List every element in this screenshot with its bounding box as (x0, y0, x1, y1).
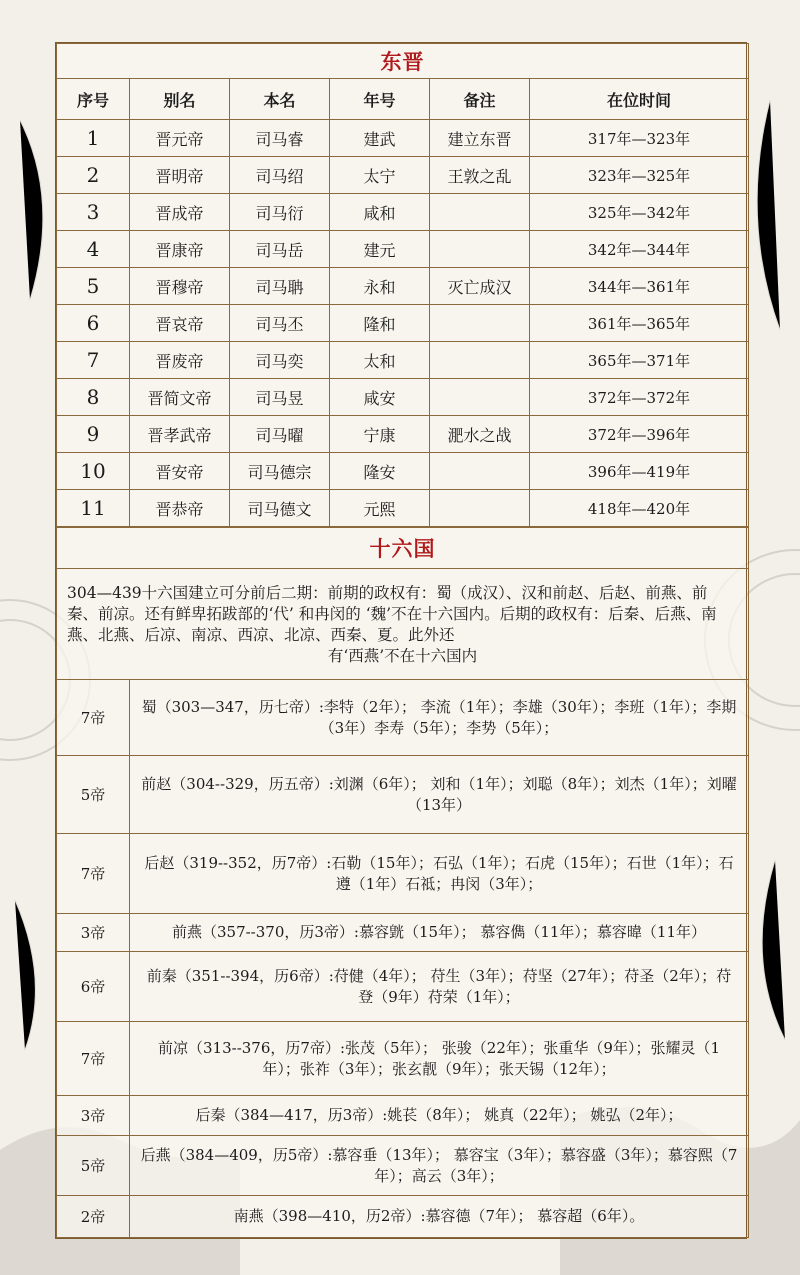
cell-reign: 344年—361年 (530, 268, 749, 305)
cell-notes (430, 379, 530, 416)
cell-index: 5 (57, 268, 130, 305)
cell-alias: 晋哀帝 (130, 305, 230, 342)
intro-paragraph: 304—439十六国建立可分前后二期：前期的政权有：蜀（成汉）、汉和前赵、后赵、前燕、前秦、前凉。还有鲜卑拓跋部的‘代’ 和冉闵的 ‘魏’不在十六国内。后期的政权有：后秦、后燕、南燕、北燕、后凉、南凉、西凉、北凉、西秦、夏。此外还 (67, 584, 717, 644)
cell-name: 司马德文 (230, 490, 330, 527)
cell-index: 2 (57, 157, 130, 194)
cell-index: 4 (57, 231, 130, 268)
cell-notes: 淝水之战 (430, 416, 530, 453)
cell-index: 3 (57, 194, 130, 231)
cell-reign: 325年—342年 (530, 194, 749, 231)
table-row (57, 120, 749, 157)
cell-reign: 418年—420年 (530, 490, 749, 527)
kingdom-row (57, 952, 749, 1022)
cell-name: 司马德宗 (230, 453, 330, 490)
cell-alias: 晋穆帝 (130, 268, 230, 305)
cell-index: 10 (57, 453, 130, 490)
cell-alias: 晋恭帝 (130, 490, 230, 527)
dynasty-sheet (55, 42, 747, 1239)
emperor-count: 2帝 (57, 1196, 130, 1238)
kingdom-row (57, 1022, 749, 1096)
cell-alias: 晋孝武帝 (130, 416, 230, 453)
kingdom-rulers: 后燕（384—409，历5帝）:慕容垂（13年）； 慕容宝（3年）；慕容盛（3年）；慕容熙（7年）；高云（3年）； (130, 1136, 749, 1196)
cell-reign: 317年—323年 (530, 120, 749, 157)
cell-reign: 323年—325年 (530, 157, 749, 194)
cell-era: 太宁 (330, 157, 430, 194)
cell-era: 永和 (330, 268, 430, 305)
sixteen-kingdoms-intro (57, 569, 749, 680)
kingdom-row (57, 680, 749, 756)
table-row (57, 490, 749, 527)
cell-name: 司马昱 (230, 379, 330, 416)
intro-last-line: 有‘西燕’不在十六国内 (327, 647, 478, 665)
emperor-count: 3帝 (57, 914, 130, 952)
kingdom-rulers: 蜀（303—347，历七帝）:李特（2年）； 李流（1年）；李雄（30年）；李班（1年）；李期（3年）李寿（5年）；李势（5年）； (130, 680, 749, 756)
header-notes: 备注 (430, 79, 530, 120)
cell-alias: 晋元帝 (130, 120, 230, 157)
table-header-row (57, 79, 749, 120)
kingdom-rulers: 后赵（319--352，历7帝）:石勒（15年）；石弘（1年）；石虎（15年）；石世（1年）；石遵（1年）石祗；冉闵（3年）； (130, 834, 749, 914)
cell-name: 司马睿 (230, 120, 330, 157)
sixteen-kingdoms-title: 十六国 (57, 528, 749, 569)
table-row (57, 416, 749, 453)
kingdom-row (57, 914, 749, 952)
cell-era: 建元 (330, 231, 430, 268)
cell-name: 司马衍 (230, 194, 330, 231)
cell-index: 6 (57, 305, 130, 342)
emperor-count: 6帝 (57, 952, 130, 1022)
eastern-jin-table (56, 43, 749, 527)
header-name: 本名 (230, 79, 330, 120)
cell-era: 元熙 (330, 490, 430, 527)
cell-notes (430, 490, 530, 527)
emperor-count: 5帝 (57, 756, 130, 834)
cell-notes (430, 194, 530, 231)
kingdom-rulers: 前凉（313--376，历7帝）:张茂（5年）； 张骏（22年）；张重华（9年）；张耀灵（1年）；张祚（3年）；张玄靓（9年）；张天锡（12年）； (130, 1022, 749, 1096)
cell-index: 9 (57, 416, 130, 453)
table-row (57, 379, 749, 416)
cell-index: 8 (57, 379, 130, 416)
cell-era: 太和 (330, 342, 430, 379)
cell-era: 宁康 (330, 416, 430, 453)
cell-index: 7 (57, 342, 130, 379)
table-row (57, 453, 749, 490)
emperor-count: 7帝 (57, 680, 130, 756)
kingdom-rulers: 前燕（357--370，历3帝）:慕容皝（15年）； 慕容儁（11年）；慕容暐（11年） (130, 914, 749, 952)
cell-name: 司马丕 (230, 305, 330, 342)
sixteen-kingdoms-table (56, 527, 749, 1238)
cell-reign: 372年—396年 (530, 416, 749, 453)
cell-era: 隆安 (330, 453, 430, 490)
cell-name: 司马绍 (230, 157, 330, 194)
cell-alias: 晋简文帝 (130, 379, 230, 416)
table-row (57, 157, 749, 194)
cell-notes: 王敦之乱 (430, 157, 530, 194)
cell-notes (430, 305, 530, 342)
cell-index: 1 (57, 120, 130, 157)
table-row (57, 342, 749, 379)
kingdom-rulers: 前秦（351--394，历6帝）:苻健（4年）； 苻生（3年）；苻坚（27年）；苻圣（2年）；苻登（9年）苻荣（1年）； (130, 952, 749, 1022)
cell-notes (430, 453, 530, 490)
header-index: 序号 (57, 79, 130, 120)
cell-era: 建武 (330, 120, 430, 157)
kingdom-rulers: 后秦（384—417，历3帝）:姚苌（8年）； 姚真（22年）； 姚弘（2年）； (130, 1096, 749, 1136)
kingdom-row (57, 1196, 749, 1238)
cell-notes (430, 231, 530, 268)
emperor-count: 7帝 (57, 834, 130, 914)
cell-reign: 365年—371年 (530, 342, 749, 379)
cell-name: 司马聃 (230, 268, 330, 305)
cell-index: 11 (57, 490, 130, 527)
header-reign: 在位时间 (530, 79, 749, 120)
kingdom-rulers: 南燕（398—410，历2帝）:慕容德（7年）； 慕容超（6年）。 (130, 1196, 749, 1238)
emperor-count: 5帝 (57, 1136, 130, 1196)
cell-name: 司马曜 (230, 416, 330, 453)
eastern-jin-title: 东晋 (57, 44, 749, 79)
cell-era: 隆和 (330, 305, 430, 342)
header-alias: 别名 (130, 79, 230, 120)
cell-era: 咸安 (330, 379, 430, 416)
cell-alias: 晋成帝 (130, 194, 230, 231)
kingdom-row (57, 834, 749, 914)
kingdom-rulers: 前赵（304--329，历五帝）:刘渊（6年）； 刘和（1年）；刘聪（8年）；刘杰（1年）；刘曜（13年） (130, 756, 749, 834)
cell-notes (430, 342, 530, 379)
cell-reign: 342年—344年 (530, 231, 749, 268)
header-era: 年号 (330, 79, 430, 120)
cell-reign: 396年—419年 (530, 453, 749, 490)
table-row (57, 305, 749, 342)
cell-era: 咸和 (330, 194, 430, 231)
kingdom-row (57, 1136, 749, 1196)
kingdom-row (57, 1096, 749, 1136)
emperor-count: 3帝 (57, 1096, 130, 1136)
cell-alias: 晋明帝 (130, 157, 230, 194)
cell-notes: 灭亡成汉 (430, 268, 530, 305)
cell-alias: 晋安帝 (130, 453, 230, 490)
cell-alias: 晋康帝 (130, 231, 230, 268)
cell-alias: 晋废帝 (130, 342, 230, 379)
cell-name: 司马岳 (230, 231, 330, 268)
kingdom-row (57, 756, 749, 834)
cell-notes: 建立东晋 (430, 120, 530, 157)
table-row (57, 268, 749, 305)
cell-reign: 361年—365年 (530, 305, 749, 342)
table-row (57, 231, 749, 268)
cell-reign: 372年—372年 (530, 379, 749, 416)
table-row (57, 194, 749, 231)
cell-name: 司马奕 (230, 342, 330, 379)
emperor-count: 7帝 (57, 1022, 130, 1096)
